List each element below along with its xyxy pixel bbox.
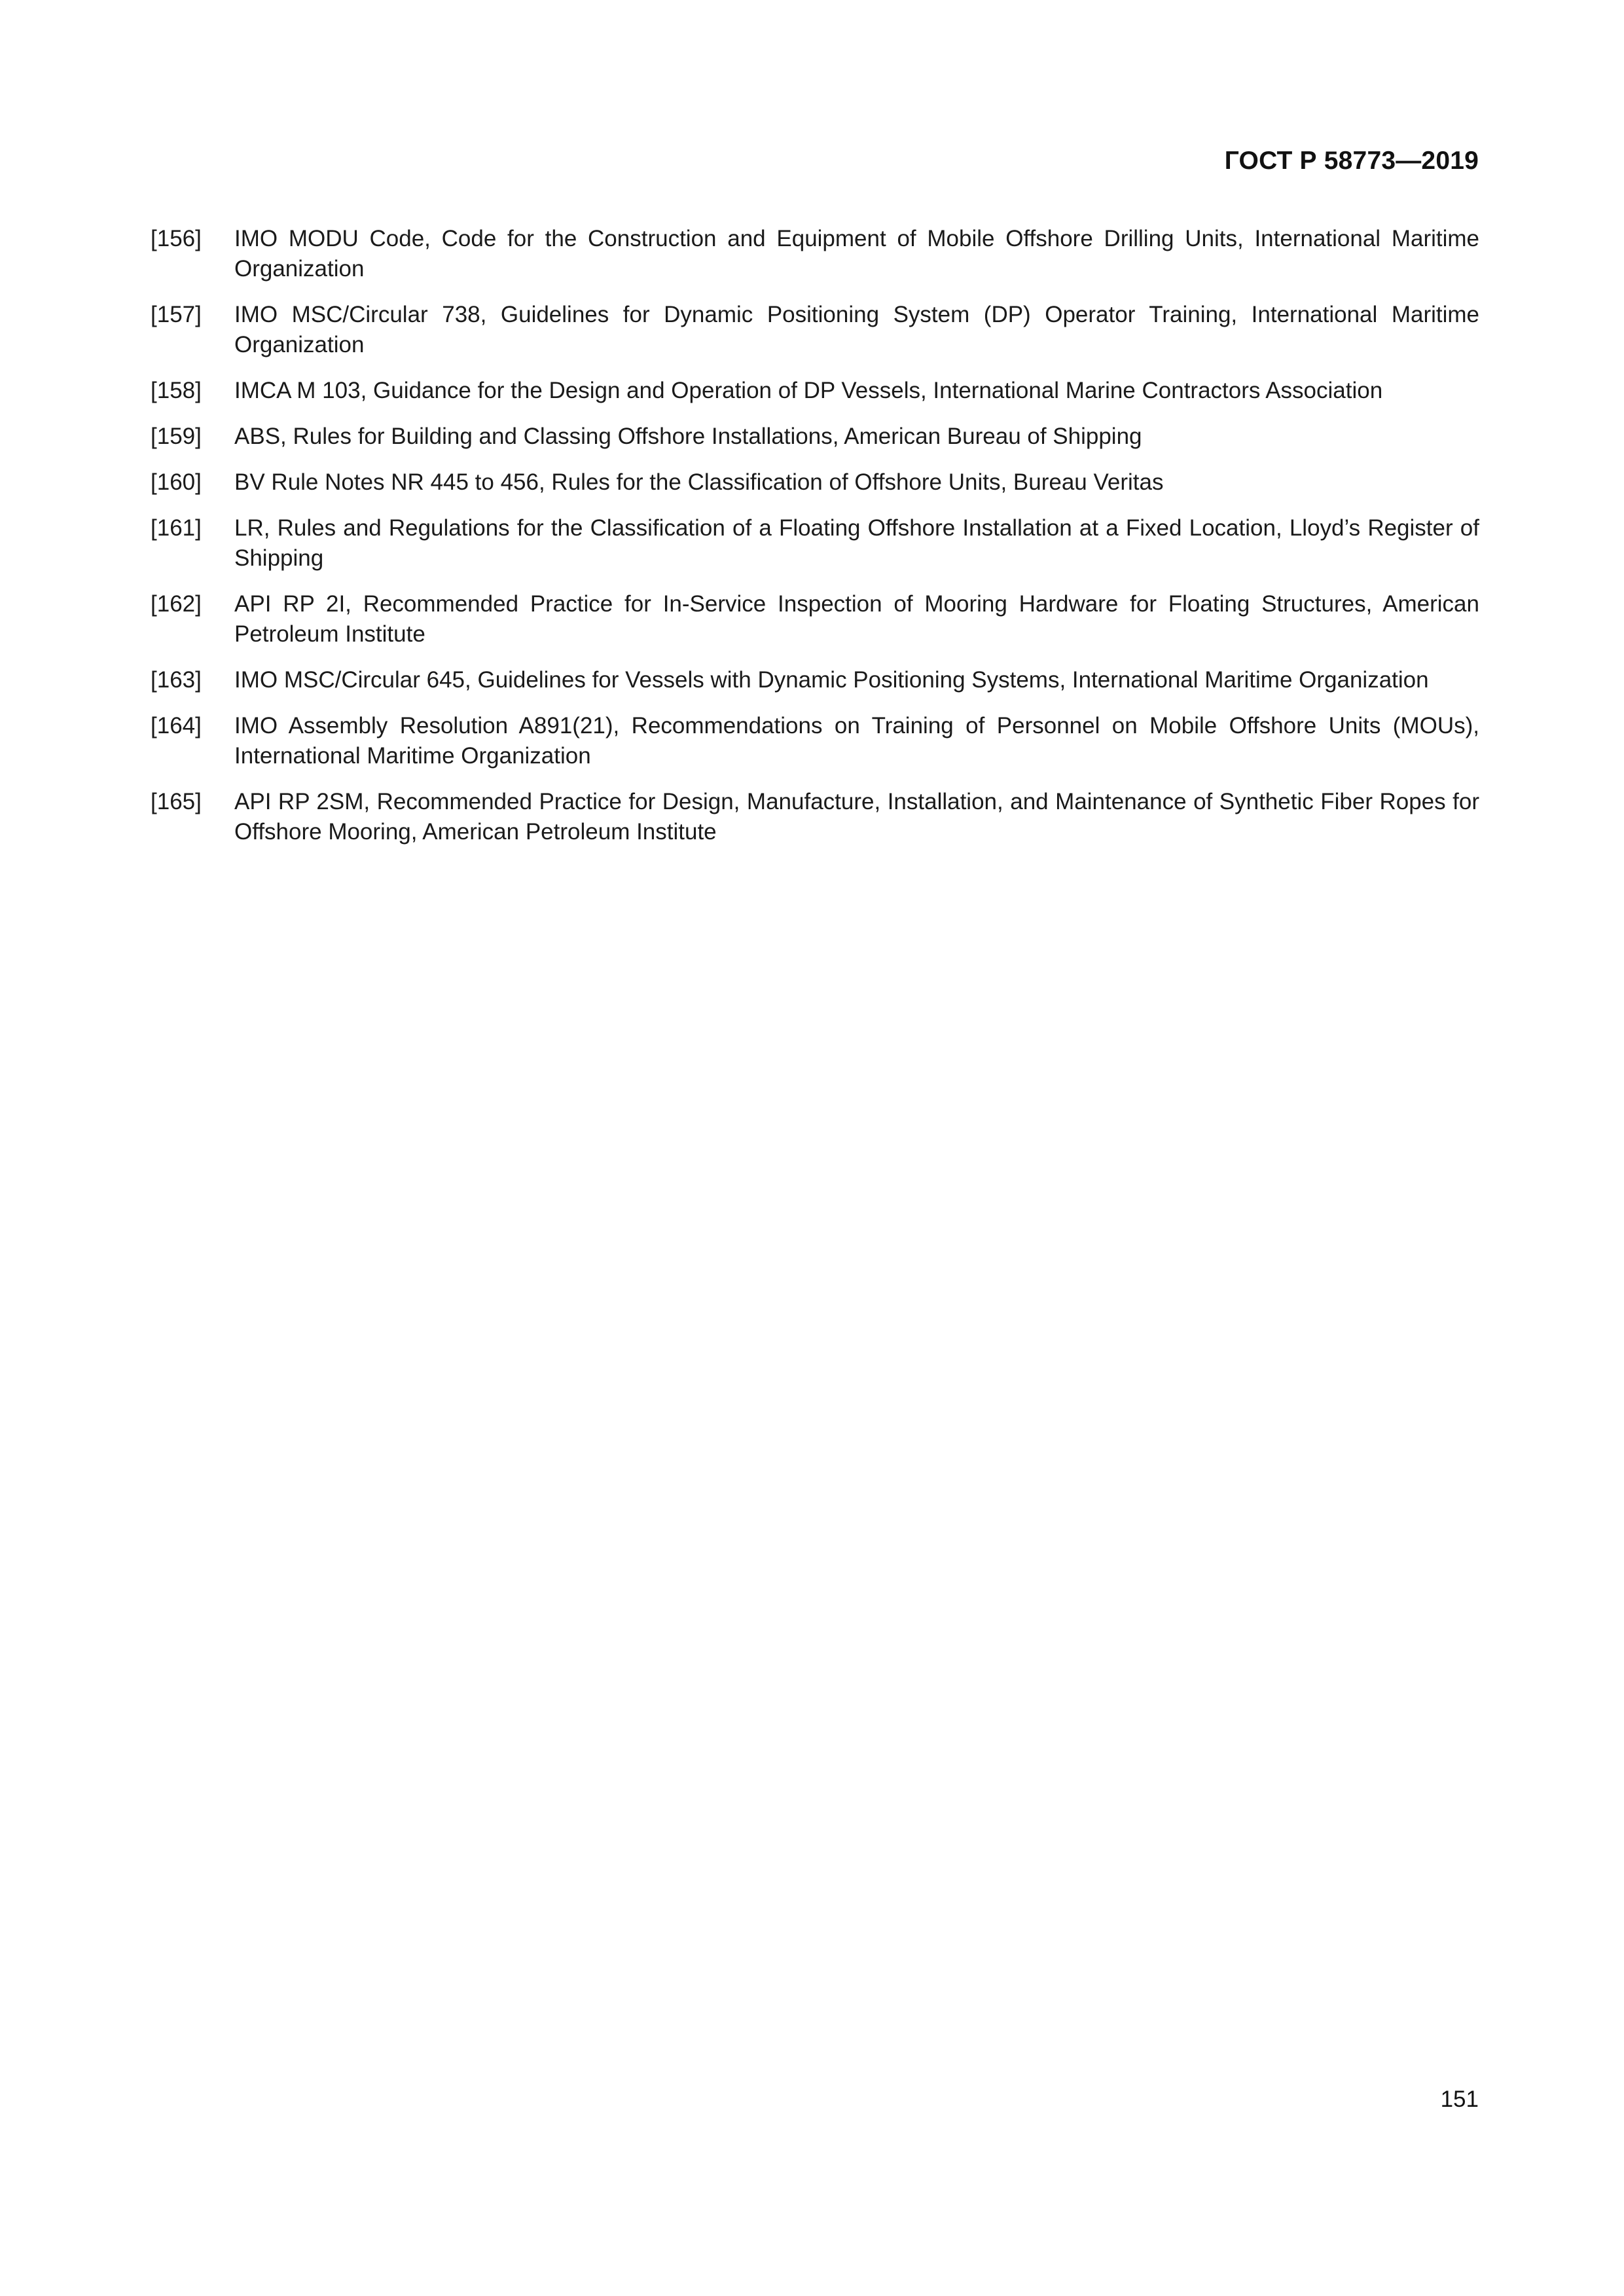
list-item [151, 787, 1479, 847]
list-item [151, 300, 1479, 360]
reference-number: [165] [151, 789, 202, 814]
reference-text: IMO MSC/Circular 738, Guidelines for Dynamic Positioning System (DP) Operator Training, International Maritime Organization [234, 302, 1479, 357]
reference-text: ABS, Rules for Building and Classing Offshore Installations, American Bureau of Shipping [234, 424, 1142, 449]
page-number: 151 [1440, 2086, 1479, 2112]
list-item [151, 467, 1479, 498]
list-item [151, 513, 1479, 574]
list-item [151, 711, 1479, 771]
reference-text: IMO MODU Code, Code for the Construction and Equipment of Mobile Offshore Drilling Units, International Maritime Organization [234, 226, 1479, 282]
list-item [151, 589, 1479, 649]
reference-text: BV Rule Notes NR 445 to 456, Rules for the Classification of Offshore Units, Bureau Veritas [234, 469, 1164, 495]
list-item [151, 224, 1479, 284]
reference-text: IMCA M 103, Guidance for the Design and Operation of DP Vessels, International Marine Contractors Association [234, 378, 1383, 403]
reference-text: IMO Assembly Resolution A891(21), Recommendations on Training of Personnel on Mobile Offshore Units (MOUs), International Maritime Organization [234, 713, 1479, 769]
list-item [151, 376, 1479, 406]
reference-text: LR, Rules and Regulations for the Classification of a Floating Offshore Installation at a Fixed Location, Lloyd’s Register of Shipping [234, 515, 1479, 571]
reference-number: [162] [151, 591, 202, 617]
reference-number: [161] [151, 515, 202, 541]
reference-number: [156] [151, 226, 202, 251]
reference-number: [163] [151, 667, 202, 693]
reference-number: [158] [151, 378, 202, 403]
reference-number: [160] [151, 469, 202, 495]
reference-text: IMO MSC/Circular 645, Guidelines for Vessels with Dynamic Positioning Systems, International Maritime Organization [234, 667, 1429, 693]
reference-number: [159] [151, 424, 202, 449]
reference-text: API RP 2SM, Recommended Practice for Design, Manufacture, Installation, and Maintenance of Synthetic Fiber Ropes for Offshore Mooring, American Petroleum Institute [234, 789, 1479, 845]
reference-number: [164] [151, 713, 202, 738]
document-code: ГОСТ Р 58773—2019 [1224, 147, 1479, 175]
reference-text: API RP 2I, Recommended Practice for In-Service Inspection of Mooring Hardware for Floating Structures, American Petroleum Institute [234, 591, 1479, 647]
list-item [151, 422, 1479, 452]
reference-list [151, 224, 1479, 863]
reference-number: [157] [151, 302, 202, 327]
list-item [151, 665, 1479, 695]
